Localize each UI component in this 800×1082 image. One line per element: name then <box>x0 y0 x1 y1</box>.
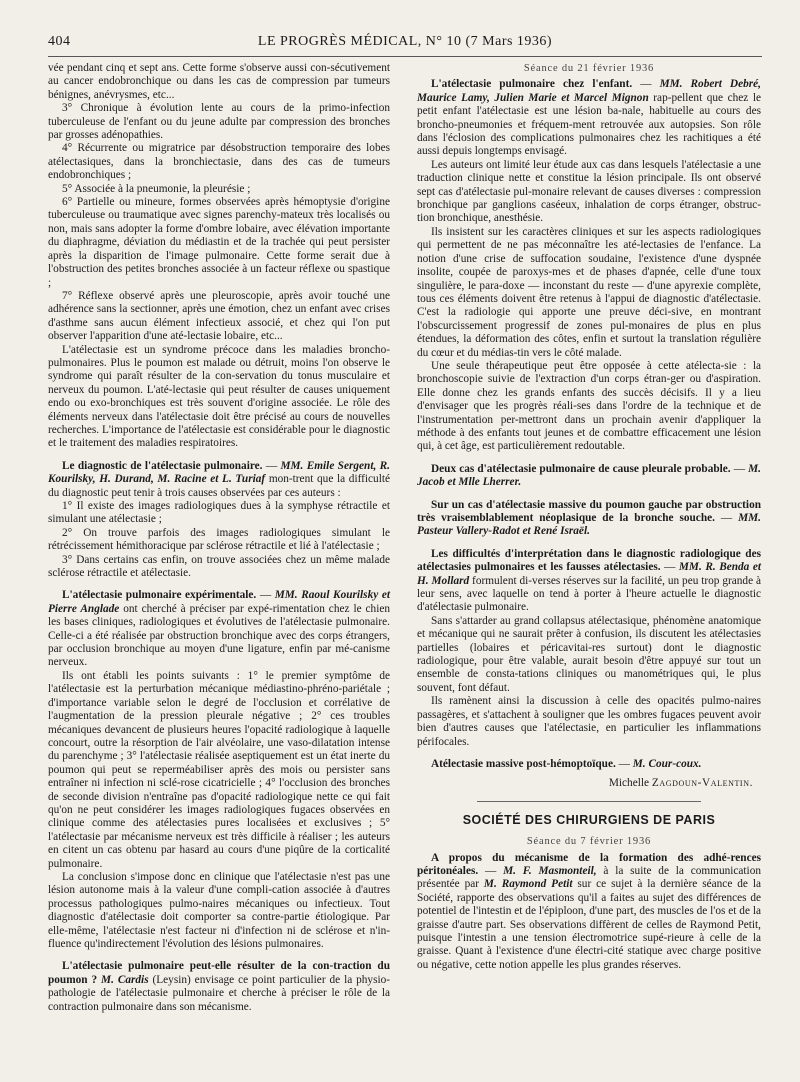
seance-date: Séance du 21 février 1936 <box>523 63 655 74</box>
article-authors: M. Raymond Petit <box>483 878 573 891</box>
article-authors: MM. Raoul Kourilsky et Pierre Anglade <box>48 589 390 615</box>
paragraph: L'atélectasie est un syndrome précoce dans les maladies broncho-pulmonaires. Plus le poumon est malade ou détruit, moins l'on observe le syndrome qui paraît résulter de la con-servation du tonus musculaire et nerveux du poumon. L'até-lectasie qui peut résulter de causes uniquement endo ou exo-bronchiques est très souvent d'origine associée. Le rôle des éléments nerveux dans l'atélectasie doit être précisé au cours de nouvelles recherches. L'importance de l'atélectasie est considérable pour le diagnostic et le traitement des maladies respiratoires. <box>48 343 390 450</box>
article-authors: M. Jacob et Mlle Lherrer. <box>417 462 761 489</box>
article-authors: MM. Pasteur Vallery-Radot et René Israël. <box>417 512 762 538</box>
article-title: A propos du mécanisme de la formation des adhé-rences péritonéales. <box>417 851 761 877</box>
article-diagnostic: Le diagnostic de l'atélectasie pulmonaire. — MM. Emile Sergent, R. Kourilsky, H. Durand, M. Racine et L. Turiaf mon-trent que la difficulté du diagnostic peut tenir à trois causes observées par ces auteurs : <box>48 459 390 499</box>
author-signature <box>417 777 761 790</box>
list-item: 5° Associée à la pneumonie, la pleurésie ; <box>62 182 251 195</box>
article-text: mon-trent que la difficulté du diagnostic peut tenir à trois causes observées par ces auteurs : <box>48 473 390 499</box>
paragraph: Une seule thérapeutique peut être opposée à cette atélecta-sie : la bronchoscopie suivie de l'extraction d'un corps étran-ger ou d'aspiration. Elle donne chez les grands enfants des succès décisifs. Il y a lieu d'envisager que les progrès réali-ses dans l'ordre de la technique et de l'instrumentation per-mettront dans un prochain avenir d'appliquer la méthode à des enfants tout jeunes et de combattre efficacement une lésion qui, à cet âge, est particulièrement redoutable. <box>417 359 761 453</box>
right-column <box>417 62 761 972</box>
article-text: sur ce sujet à la dernière séance de la Société, rapporte des observations qu'il a faites au sujet des différences de potentiel de l'intestin et de l'épiploon, d'une part, des muscles de l'os et de la graisse d'autre part. Ses observations diffèrent de celles de Raymond Petit, puisque l'intestin a une tension électromotrice supé-rieure à celle de la graisse. Quant à l'existence d'une électri-cité statique avec charge positive ou négative, cette notion appelle les plus grandes réserves. <box>417 878 761 971</box>
signature-first-name: Michelle <box>608 777 649 790</box>
page-number: 404 <box>48 34 71 49</box>
article-text: à la suite de la communication présentée par <box>417 864 761 891</box>
paragraph: Sans s'attarder au grand collapsus atélectasique, phénomène anatomique et mécanique qui ne saurait prêter à confusion, ils discutent les atélectasies partielles (lobaires et péricavitai-res surtout) dont le diagnostic radiologique, pour être valable, aurait besoin d'être appuyé sur tout un ensemble de consta-tations cliniques ou manométriques qui, le plus souvent, font défaut. <box>417 614 761 694</box>
article-experimentale: L'atélectasie pulmonaire expérimentale. — MM. Raoul Kourilsky et Pierre Anglade ont cherché à préciser par expé-rimentation chez le chien les bases cliniques, radiologiques et évolutives de l'atélectasie pulmonaire. Celle-ci a été réalisée par obstruction bronchique avec des corps étrangers, par occlusion bronchique au moyen d'une ligature, enfin par mé-canisme nerveux. <box>48 589 390 669</box>
article-authors: MM. Robert Debré, Maurice Lamy, Julien Marie et Marcel Mignon <box>417 78 761 104</box>
article-title: L'atélectasie pulmonaire expérimentale. <box>62 589 257 602</box>
article-authors: M. Cour-coux. <box>632 757 702 770</box>
paragraph: Ils insistent sur les caractères cliniques et sur les aspects radiologiques qui permettent de ne pas méconnaître les até-lectasies de l'enfance. La notion d'une crise de suffocation soudaine, l'existence d'une dyspnée insolite, coupée de paroxys-mes et de phases d'apnée, celle d'une toux singulière, le para-doxe — inconstant du reste — d'une apyrexie complète, tous ces éléments doivent être retenus à l'appui de diagnostic d'atélectasie. C'est la radiologie qui apporte une preuve déci-sive, en montrant l'obscurcissement progressif de zones pul-monaires de plus en plus étendues, la déformation des côtes, enfin et surtout la translation régulière du cœur et du médias-tin vers le côté malade. <box>417 225 761 359</box>
list-item: 4° Récurrente ou migratrice par désobstruction temporaire des lobes atélectasiques, dans la bronchiectasie, dans des cas de tumeurs endobronchiques ; <box>48 142 390 182</box>
paragraph: La conclusion s'impose donc en clinique que l'atélectasie n'est pas une lésion autonome mais à la valeur d'une compli-cation associée à d'autres processus pathologiques pulmo-naires mécaniques ou infectieux. Tout diagnostic d'atélectasie doit comporter sa contre-partie étiologique. Par elle-même, l'atélectasie n'est facteur ni d'infection ni de sclérose et n'in-fluence qu'indirectement l'évolution des lésions pulmonaires. <box>48 870 390 950</box>
article-authors: M. F. Masmonteil, <box>503 864 597 877</box>
list-item: 1° Il existe des images radiologiques dues à la symphyse rétractile et simulant une atélectasie ; <box>48 500 390 526</box>
paragraph: Ils ont établi les points suivants : 1° le premier symptôme de l'atélectasie est la perturbation mécanique médiastino-phréno-pariétale ; d'importance variable selon le degré de l'occlusion et corrélative de l'augmentation de la pression pleurale négative ; 2° ces troubles mécaniques devancent de plusieurs heures l'opacité radiologique à laquelle concourt, outre la résorption de l'air alvéolaire, une vaso-dilatation intense du parenchyme ; 3° l'atélectasie réalisée aseptiquement est un état inerte du poumon qui peut se reperméabiliser après des mois ou persister sans entraîner ni infection ni sclé-rose cicatricielle ; 4° l'occlusion des bronches de seconde division n'entraîne pas d'opacité radiologique nette ce qui fait qu'on ne peut considérer les images radiologiques fugaces observées en clinique comme des atélectasies pures localisées et exclusives ; 5° l'atélectasie par mécanisme nerveux est très difficile à réaliser ; les auteurs en citent un cas obtenu par hasard au cours d'une piqûre de la corticalité pulmonaire. <box>48 669 390 870</box>
article-title: Le diagnostic de l'atélectasie pulmonaire. <box>62 459 263 472</box>
article-enfant: L'atélectasie pulmonaire chez l'enfant. — MM. Robert Debré, Maurice Lamy, Julien Marie et Marcel Mignon rap-pellent que chez le petit enfant l'atélectasie est une lésion ba-nale, habituelle au cours des broncho-pneumonies et fréquem-ment retrouvée aux autopsies. Son rôle dans l'éclosion des complications pulmonaires chez les rachitiques a été aussi depuis longtemps envisagé. <box>417 78 761 158</box>
article-text: formulent di-verses réserves sur la facilité, un peu trop grande à leur sens, avec laquelle on tend à porter à l'heure actuelle le diagnostic d'atélectasie pulmonaire. <box>417 574 761 614</box>
left-column <box>48 62 390 1014</box>
article-adherences: A propos du mécanisme de la formation des adhé-rences péritonéales. — M. F. Masmonteil, à la suite de la communication présentée par M. Raymond Petit sur ce sujet à la dernière séance de la Société, rapporte des observations qu'il a faites au sujet des différences de potentiel de l'intestin et de l'épiploon, d'une part, des muscles de l'os et de la graisse d'autre part. Ses observations diffèrent de celles de Raymond Petit, puisque l'intestin a une tension électromotrice supé-rieure à celle de la graisse. Quant à l'existence d'une électri-cité statique avec charge positive ou négative, cette notion appelle les plus grandes réserves. <box>417 851 761 971</box>
list-item: 6° Partielle ou mineure, formes observées après hémoptysie d'origine tuberculeuse ou traumatique avec signes parenchy-mateux très localisés ou non, mais sans adopter la forme d'ombre lobaire, avec élévation importante du diaphragme, déviation du médiastin et de la trachée qui peut persister après la disparition de l'image pulmonaire. Cette forme serait due à l'obstruction des petites bronches associée à un facteur réflexe ou spastique ; <box>48 196 390 289</box>
paragraph: vée pendant cinq et sept ans. Cette forme s'observe aussi con-sécutivement au cancer endobronchique ou dans les cas de compression par tumeurs bénignes, anévrysmes, etc... <box>48 62 390 101</box>
list-item: 2° On trouve parfois des images radiologiques simulant le rétrécissement hémithoracique par sclérose rétractile et lié à l'atélectasie ; <box>48 526 390 553</box>
article-title: L'atélectasie pulmonaire chez l'enfant. <box>431 78 633 91</box>
article-title: Sur un cas d'atélectasie massive du poumon gauche par obstruction très vraisemblablement néoplasique de la bronche souche. <box>417 498 761 524</box>
article-text: ont cherché à préciser par expé-rimentation chez le chien les bases cliniques, radiologiques et évolutives de l'atélectasie pulmonaire. Celle-ci a été réalisée par obstruction bronchique avec des corps étrangers, par occlusion bronchique au moyen d'une ligature, enfin par mé-canisme nerveux. <box>48 602 390 669</box>
paragraph: Les auteurs ont limité leur étude aux cas dans lesquels l'atélectasie a une traduction clinique nette et constitue la lésion principale. Ils ont observé sept cas d'atélectasie pul-monaire relevant de causes diverses : compression bronchique par ganglions caséeux, inhalation de corps étranger, obstruc-tion bronchique, anesthésie. <box>417 158 761 225</box>
article-title: L'atélectasie pulmonaire peut-elle résulter de la con-traction du poumon ? <box>48 960 390 986</box>
section-divider <box>477 801 701 802</box>
signature-last-name: Zagdoun-Valentin. <box>651 777 753 790</box>
paragraph: Ils ramènent ainsi la discussion à celle des opacités pulmo-naires passagères, et s'attachent à souligner que les ombres fugaces peuvent avoir bien d'autres causes que l'atélectasie, en particulier les inflammations périfocales. <box>417 695 761 748</box>
running-title: LE PROGRÈS MÉDICAL, N° 10 (7 Mars 1936) <box>257 34 553 49</box>
article-title: Atélectasie massive post-hémoptoïque. <box>431 757 616 770</box>
article-title: Les difficultés d'interprétation dans le diagnostic radiologique des atélectasies pulmonaires et les fausses atélectasies. <box>417 547 761 574</box>
list-item: 3° Dans certains cas enfin, on trouve associées chez un même malade sclérose rétractile et atélectasie. <box>48 553 390 580</box>
article-text: (Leysin) envisage ce point particulier de la physio-pathologie de l'atélectasie pulmonaire et cherche à préciser le rôle de la contraction pulmonaire dans son mécanisme. <box>48 973 391 1013</box>
article-contraction <box>48 960 390 1014</box>
article-pleurale: Deux cas d'atélectasie pulmonaire de cause pleurale probable. — M. Jacob et Mlle Lherrer. <box>417 462 761 489</box>
seance-date: Séance du 7 février 1936 <box>526 836 652 848</box>
article-hemoptoique: Atélectasie massive post-hémoptoïque. — M. Cour-coux. <box>431 757 702 770</box>
article-title: Deux cas d'atélectasie pulmonaire de cause pleurale probable. <box>431 462 731 475</box>
article-text: rap-pellent que chez le petit enfant l'atélectasie est une lésion ba-nale, habituelle au cours des broncho-pneumonies et fréquem-ment retrouvée aux autopsies. Son rôle dans l'éclosion des complications pulmonaires chez les rachitiques a été aussi depuis longtemps envisagé. <box>417 91 761 158</box>
article-difficultes: Les difficultés d'interprétation dans le diagnostic radiologique des atélectasies pulmonaires et les fausses atélectasies. — MM. R. Benda et H. Mollard formulent di-verses réserves sur la facilité, un peu trop grande à leur sens, avec laquelle on tend à porter à l'heure actuelle le diagnostic d'atélectasie pulmonaire. <box>417 547 761 614</box>
article-authors: MM. R. Benda et H. Mollard <box>417 561 761 587</box>
society-heading: SOCIÉTÉ DES CHIRURGIENS DE PARIS <box>462 812 716 827</box>
list-item: 7° Réflexe observé après une pleuroscopie, après avoir touché une adhérence sans la sectionner, après une émotion, chez un enfant avec crises d'asthme sans aucun élément infectieux associé, et chez qui l'on put observer l'apparition d'une até-lectasie lobaire, etc... <box>48 289 390 343</box>
article-authors: MM. Emile Sergent, R. Kourilsky, H. Durand, M. Racine et L. Turiaf <box>48 459 390 486</box>
list-item: 3° Chronique à évolution lente au cours de la primo-infection tuberculeuse de l'enfant ou du jeune adulte par compression des bronches par grosses adénopathies. <box>48 102 390 142</box>
article-authors: M. Cardis <box>101 973 149 986</box>
running-header <box>48 34 762 57</box>
article-massive: Sur un cas d'atélectasie massive du poumon gauche par obstruction très vraisemblablement néoplasique de la bronche souche. — MM. Pasteur Vallery-Radot et René Israël. <box>417 498 762 538</box>
